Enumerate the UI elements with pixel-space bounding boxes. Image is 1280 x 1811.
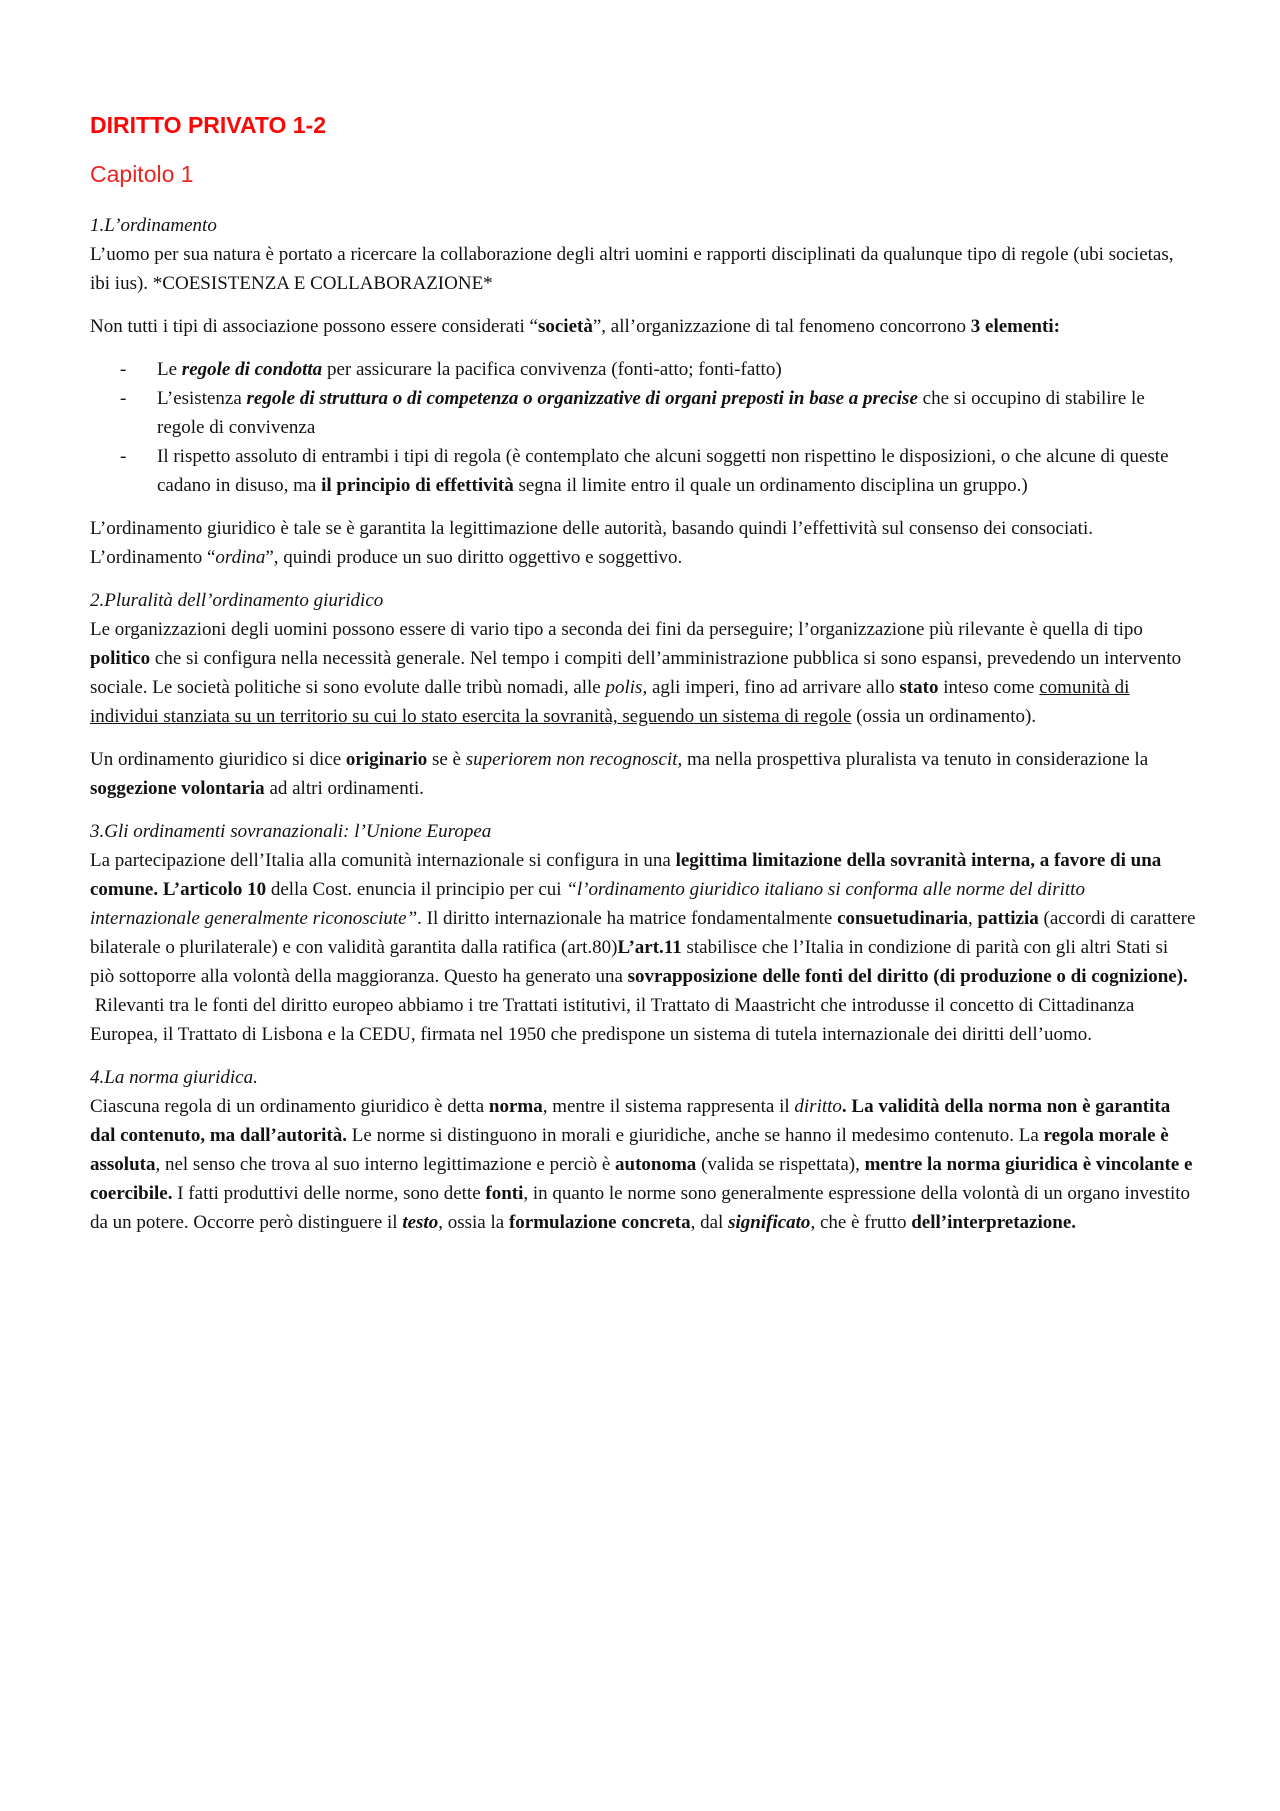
text-run: Non tutti i tipi di associazione possono essere considerati “	[90, 316, 538, 337]
text-run: stato	[899, 677, 939, 698]
text-run: regole di struttura o di competenza o organizzative di organi preposti in base a precise	[246, 388, 918, 409]
text-run: autonoma	[615, 1154, 697, 1175]
paragraph	[90, 615, 1196, 731]
text-run: Le	[157, 359, 182, 380]
text-run: fonti	[485, 1183, 524, 1204]
text-run: formulazione concreta	[508, 1212, 691, 1233]
text-run: pattizia	[977, 908, 1039, 929]
paragraph	[90, 514, 1196, 572]
text-run: L’esistenza	[157, 388, 247, 409]
text-run: Le organizzazioni degli uomini possono essere di vario tipo a seconda dei fini da perseguire; l’organizzazione più rilevante è quella di tipo	[90, 619, 1143, 640]
text-run: ad altri ordinamenti.	[264, 778, 425, 799]
text-run: 3 elementi:	[970, 316, 1060, 337]
text-run: inteso come	[938, 677, 1040, 698]
chapter-heading: Capitolo 1	[90, 161, 194, 187]
text-run: legittima limitazione della sovranità interna, a favore di una comune. L’articolo 10	[90, 850, 1162, 900]
text-run: società	[537, 316, 593, 337]
section-title: 2.Pluralità dell’ordinamento giuridico	[90, 590, 384, 611]
text-run: consuetudinaria	[837, 908, 969, 929]
text-run: , ossia la	[438, 1212, 509, 1233]
text-run: norma	[488, 1096, 543, 1117]
text-run: testo	[402, 1212, 439, 1233]
text-run: L’uomo per sua natura è portato a ricercare la collaborazione degli altri uomini e rapporti disciplinati da qualunque tipo di regole (ubi societas, ibi ius). *COESISTENZA E COLLABORAZIONE*	[90, 244, 1174, 294]
text-run: significato	[728, 1212, 811, 1233]
text-run: sovrapposizione delle fonti del diritto (di produzione o di cognizione).	[627, 966, 1188, 987]
text-run: ”, quindi produce un suo diritto oggettivo e soggettivo.	[265, 547, 683, 568]
text-run: . Il diritto internazionale ha matrice fondamentalmente	[417, 908, 838, 929]
text-run: , ma nella prospettiva pluralista va tenuto in considerazione la	[677, 749, 1149, 770]
text-run: (valida se rispettata),	[696, 1154, 865, 1175]
text-run: mentre la norma giuridica è vincolante e coercibile.	[90, 1154, 1193, 1204]
text-run: La partecipazione dell’Italia alla comunità internazionale si configura in una	[90, 850, 676, 871]
text-run: comunità di individui stanziata su un territorio su cui lo stato esercita la sovranità, seguendo un sistema di regole	[90, 677, 1130, 727]
text-run: segna il limite entro il quale un ordinamento disciplina un gruppo.)	[513, 475, 1028, 496]
text-run: Le norme si distinguono in morali e giuridiche, anche se hanno il medesimo contenuto. La	[347, 1125, 1044, 1146]
section-title: 3.Gli ordinamenti sovranazionali: l’Unione Europea	[90, 821, 492, 842]
paragraph	[90, 846, 1196, 1049]
text-run: regole di condotta	[181, 359, 323, 380]
section-title: 1.L’ordinamento	[90, 215, 217, 236]
text-run: . La validità della norma non è garantita dal contenuto, ma dall’autorità.	[90, 1096, 1171, 1146]
list-item	[157, 442, 1196, 500]
text-run: , agli imperi, fino ad arrivare allo	[642, 677, 900, 698]
text-run: , nel senso che trova al suo interno legittimazione e perciò è	[155, 1154, 616, 1175]
text-run: Ciascuna regola di un ordinamento giuridico è detta	[90, 1096, 489, 1117]
list-item	[157, 384, 1196, 442]
text-run: I fatti produttivi delle norme, sono dette	[172, 1183, 486, 1204]
text-run: stabilisce che l’Italia in condizione di parità con gli altri Stati si piò sottoporre alla volontà della maggioranza. Questo ha generato una	[90, 937, 1169, 987]
text-run: , dal	[690, 1212, 729, 1233]
text-run: politico	[90, 648, 151, 669]
text-run: (ossia un ordinamento).	[851, 706, 1037, 727]
document-body	[90, 211, 1196, 1237]
paragraph	[90, 745, 1196, 803]
text-run: Il rispetto assoluto di entrambi i tipi di regola (è contemplato che alcuni soggetti non rispettino le disposizioni, o che alcune di queste cadano in disuso, ma	[157, 446, 1169, 496]
text-run: che si configura nella necessità generale. Nel tempo i compiti dell’amministrazione pubblica si sono espansi, prevedendo un intervento sociale. Le società politiche si sono evolute dalle tribù nomadi, alle	[90, 648, 1182, 698]
paragraph	[90, 240, 1196, 298]
text-run: il principio di effettività	[321, 475, 514, 496]
text-run: ”, all’organizzazione di tal fenomeno concorrono	[592, 316, 971, 337]
text-run: soggezione volontaria	[90, 778, 265, 799]
text-run: polis	[605, 677, 643, 698]
text-run: per assicurare la pacifica convivenza (fonti-atto; fonti-fatto)	[322, 359, 782, 380]
section-title: 4.La norma giuridica.	[90, 1067, 258, 1088]
text-run: regola morale è assoluta	[90, 1125, 1169, 1175]
text-run: originario	[345, 749, 428, 770]
bullet-list	[90, 355, 1196, 500]
text-run: Rilevanti tra le fonti del diritto europeo abbiamo i tre Trattati istitutivi, il Trattato di Maastricht che introdusse il concetto di Cittadinanza Europea, il Trattato di Lisbona e la CEDU, firmata nel 1950 che predispone un sistema di tutela internazionale dei diritti dell’uomo.	[90, 995, 1135, 1045]
paragraph	[90, 312, 1196, 341]
text-run: “l’ordinamento giuridico italiano si conforma alle norme del diritto internazionale generalmente riconosciute”	[90, 879, 1085, 929]
text-run: ,	[968, 908, 978, 929]
text-run: L’art.11	[617, 937, 682, 958]
text-run: (accordi di carattere bilaterale o plurilaterale) e con validità garantita dalla ratifica (art.80)	[90, 908, 1196, 958]
text-run: Un ordinamento giuridico si dice	[90, 749, 346, 770]
text-run: che si occupino di stabilire le regole di convivenza	[157, 388, 1145, 438]
list-item	[157, 355, 1196, 384]
text-run: se è	[427, 749, 466, 770]
text-run: diritto	[794, 1096, 842, 1117]
text-run: ordina	[215, 547, 266, 568]
text-run: dell’interpretazione.	[911, 1212, 1077, 1233]
document-title: DIRITTO PRIVATO 1-2	[90, 112, 326, 138]
text-run: della Cost. enuncia il principio per cui	[266, 879, 567, 900]
text-run: , che è frutto	[810, 1212, 912, 1233]
text-run: , in quanto le norme sono generalmente espressione della volontà di un organo investito da un potere. Occorre però distinguere il	[90, 1183, 1190, 1233]
paragraph	[90, 1092, 1196, 1237]
text-run: L’ordinamento giuridico è tale se è garantita la legittimazione delle autorità, basando quindi l’effettività sul consenso dei consociati. L’ordinamento “	[90, 518, 1093, 568]
text-run: , mentre il sistema rappresenta il	[542, 1096, 795, 1117]
text-run: superiorem non recognoscit	[465, 749, 678, 770]
